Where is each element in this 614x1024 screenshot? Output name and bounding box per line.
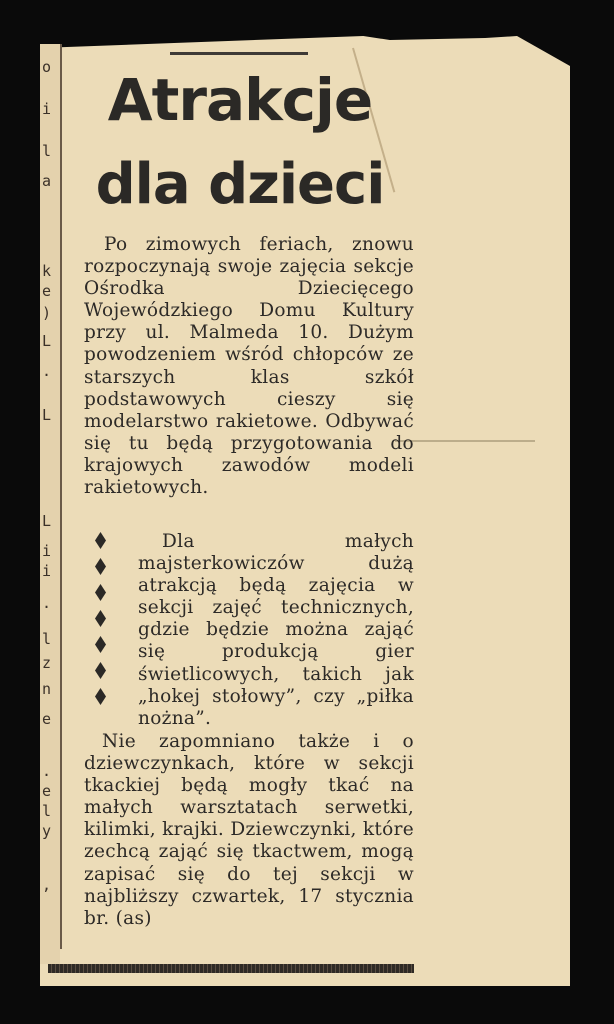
paper-crease bbox=[395, 440, 535, 442]
strip-fragment: . bbox=[42, 594, 52, 612]
strip-fragment: ) bbox=[42, 304, 52, 322]
strip-fragment: o bbox=[42, 58, 52, 76]
article-paragraph-3: Nie zapomniano także i o dziewczynkach, które w sekcji tkackiej będą mogły tkać na małych warsztatach serwetki, kilimki, krajki. Dziewczynki, które zechcą zająć się tkactwem, mogą zapisać się do tej sekcji w najbliższy czwartek, 17 stycznia br. (as) bbox=[84, 731, 414, 929]
header-rule bbox=[170, 52, 308, 55]
strip-fragment: l bbox=[42, 142, 52, 160]
strip-fragment: . bbox=[42, 762, 52, 780]
strip-fragment: e bbox=[42, 710, 52, 728]
diamond-icon bbox=[95, 662, 106, 679]
footer-rule bbox=[48, 964, 414, 973]
article-paragraph-2: Dla małych majsterkowiczów dużą atrakcją będą zajęcia w sekcji zajęć technicznych, gdzie będzie można zająć się produkcją gier świetlicowych, takich jak „hokej stołowy”, czy „piłka nożna”. bbox=[138, 531, 414, 729]
diamond-icon bbox=[95, 558, 106, 575]
strip-fragment: L bbox=[42, 512, 52, 530]
diamond-icon bbox=[95, 688, 106, 705]
strip-fragment: a bbox=[42, 172, 52, 190]
strip-fragment: L bbox=[42, 332, 52, 350]
strip-fragment: i bbox=[42, 542, 52, 560]
diamond-icon bbox=[95, 636, 106, 653]
strip-fragment: e bbox=[42, 782, 52, 800]
strip-fragment: i bbox=[42, 562, 52, 580]
strip-fragment: L bbox=[42, 406, 52, 424]
strip-fragment: l bbox=[42, 630, 52, 648]
diamond-icon bbox=[95, 584, 106, 601]
strip-fragment: k bbox=[42, 262, 52, 280]
strip-fragment: . bbox=[42, 362, 52, 380]
headline-line-1: Atrakcje bbox=[107, 66, 373, 134]
headline-line-2: dla dzieci bbox=[95, 152, 385, 217]
strip-fragment: i bbox=[42, 100, 52, 118]
strip-fragment: e bbox=[42, 282, 52, 300]
diamond-icon bbox=[95, 610, 106, 627]
adjacent-column-strip bbox=[40, 44, 60, 964]
strip-fragment: y bbox=[42, 822, 52, 840]
strip-fragment: z bbox=[42, 654, 52, 672]
strip-fragment: n bbox=[42, 680, 52, 698]
article-paragraph-1: Po zimowych feriach, znowu rozpoczynają swoje zajęcia sekcje Ośrodka Dziecięcego Wojewódzkiego Domu Kultury przy ul. Malmeda 10. Dużym powodzeniem wśród chłopców ze starszych klas szkół podstawowych cieszy się modelarstwo rakietowe. Odbywać się tu będą przygotowania do krajowych zawodów modeli rakietowych. bbox=[84, 234, 414, 499]
strip-fragment: , bbox=[42, 876, 52, 894]
strip-fragment: l bbox=[42, 802, 52, 820]
diamond-bullets bbox=[92, 528, 112, 714]
diamond-icon bbox=[95, 532, 106, 549]
